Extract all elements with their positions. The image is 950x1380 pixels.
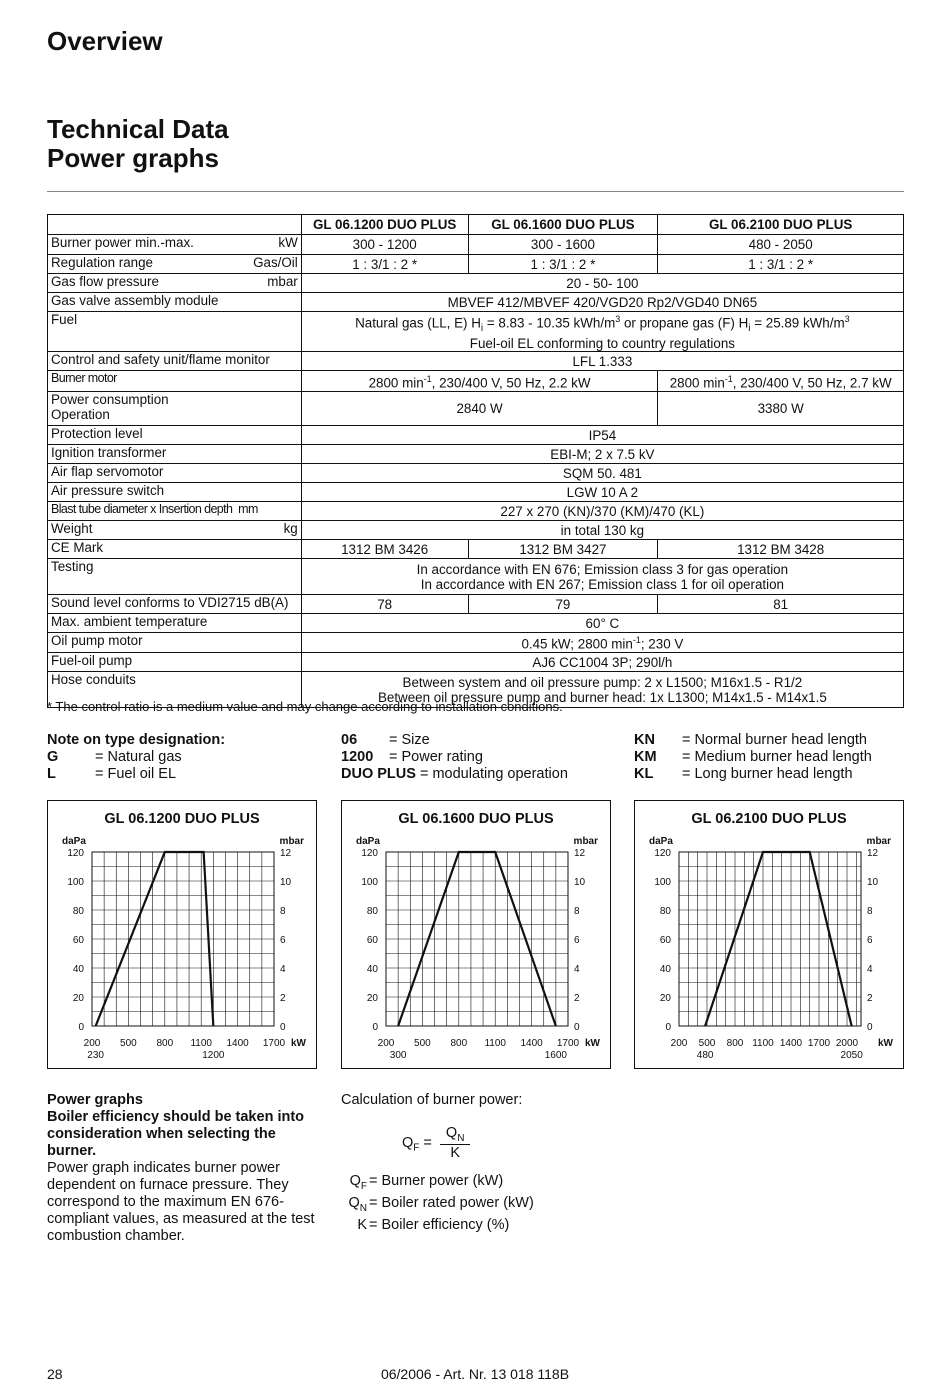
y-tick-label-right: 12 — [280, 848, 292, 859]
table-cell: IP54 — [301, 426, 903, 445]
table-row — [48, 235, 904, 255]
table-cell: 1312 BM 3428 — [658, 540, 904, 559]
x-tick-label: 800 — [156, 1038, 174, 1049]
x-tick-label: 1400 — [520, 1038, 543, 1049]
x-axis-unit: kW — [585, 1038, 600, 1049]
row-label: Hose conduits — [48, 672, 302, 708]
note-item: KN = Normal burner head length — [634, 732, 867, 748]
table-cell: 1312 BM 3427 — [468, 540, 658, 559]
y-tick-label-right: 2 — [574, 993, 580, 1004]
article-number: 06/2006 - Art. Nr. 13 018 118B — [380, 1366, 570, 1380]
y-axis-right-unit: mbar — [866, 836, 891, 847]
x-tick-label: 200 — [83, 1038, 101, 1049]
row-label: Gas valve assembly module — [48, 293, 302, 312]
y-tick-label-left: 80 — [659, 906, 671, 917]
x-marked-label: 300 — [389, 1050, 407, 1061]
table-cell: LGW 10 A 2 — [301, 483, 903, 502]
table-cell: 2800 $\min^{-1}$, 230/400 V, 50 Hz, 2.2 kW — [301, 371, 658, 392]
table-corner-cell — [48, 215, 302, 235]
row-label: Sound level conforms to VDI2715 dB(A) — [48, 595, 302, 614]
y-tick-label-right: 4 — [574, 964, 580, 975]
power-graph-1600 — [341, 800, 611, 1069]
y-tick-label-right: 2 — [280, 993, 286, 1004]
y-tick-label-left: 20 — [72, 993, 84, 1004]
row-label: Control and safety unit/flame monitor — [48, 352, 302, 371]
y-tick-label-left: 60 — [72, 935, 84, 946]
row-label: Burner power min.-max. kW — [48, 235, 302, 255]
divider — [47, 191, 904, 192]
row-label: Fuel — [48, 312, 302, 352]
y-tick-label-left: 100 — [361, 877, 378, 888]
y-tick-label-left: 20 — [659, 993, 671, 1004]
x-marked-label: 230 — [87, 1050, 104, 1061]
y-tick-label-left: 60 — [659, 935, 671, 946]
y-tick-label-right: 10 — [280, 877, 292, 888]
y-axis-left-unit: daPa — [356, 836, 380, 847]
table-cell: 227 x 270 (KN)/370 (KM)/470 (KL) — [301, 502, 903, 521]
table-cell: 81 — [658, 595, 904, 614]
row-label: Protection level — [48, 426, 302, 445]
note-item: KL = Long burner head length — [634, 766, 853, 782]
table-row — [48, 540, 904, 559]
row-label: Burner motor — [48, 371, 302, 392]
table-row — [48, 445, 904, 464]
row-label: CE Mark — [48, 540, 302, 559]
y-tick-label-right: 0 — [574, 1022, 580, 1033]
row-label: Gas flow pressure mbar — [48, 274, 302, 293]
table-cell: 3380 W — [658, 392, 904, 426]
y-tick-label-left: 120 — [654, 848, 671, 859]
y-tick-label-left: 0 — [372, 1022, 378, 1033]
y-tick-label-right: 10 — [867, 877, 879, 888]
y-tick-label-left: 120 — [361, 848, 378, 859]
column-header: GL 06.1600 DUO PLUS — [468, 215, 658, 235]
table-cell: Between system and oil pressure pump: 2 x L1500; M16x1.5 - R1/2 Between oil pressure pump and burner head: 1x L1300; M14x1.5 - M14x1.5 — [301, 672, 903, 708]
x-tick-label: 1700 — [556, 1038, 580, 1049]
table-row — [48, 483, 904, 502]
y-tick-label-right: 8 — [574, 906, 580, 917]
table-cell: 1 : 3/1 : 2 * — [468, 255, 658, 274]
y-tick-label-left: 0 — [78, 1022, 84, 1033]
table-row — [48, 352, 904, 371]
y-tick-label-left: 40 — [366, 964, 378, 975]
table-cell: 0.45 kW; 2800 $\min^{-1}$; 230 V — [301, 633, 903, 653]
formula-fraction: $\frac{Q_N}{K}$ — [440, 1125, 471, 1161]
table-cell: 20 - 50- 100 — [301, 274, 903, 293]
fuel-line-1: Natural gas (LL, E) $H_i = 8.83 - 10.35$ kWh/$m^3$ or propane gas (F) $H_i = 25.89$ kWh/$m^3$ — [355, 314, 850, 335]
table-cell: 2840 W — [301, 392, 658, 426]
table-row — [48, 426, 904, 445]
table-cell: 78 — [301, 595, 468, 614]
table-cell — [301, 312, 903, 352]
description-heading: Power graphs — [47, 1092, 143, 1108]
table-row — [48, 464, 904, 483]
x-tick-label: 200 — [377, 1038, 395, 1049]
column-header: GL 06.1200 DUO PLUS — [301, 215, 468, 235]
x-tick-label: 1100 — [484, 1038, 506, 1049]
power-graph-2100 — [634, 800, 904, 1069]
x-tick-label: 800 — [726, 1038, 744, 1049]
table-cell: LFL 1.333 — [301, 352, 903, 371]
row-label: Air pressure switch — [48, 483, 302, 502]
definition-row: K = Boiler efficiency (%) — [357, 1216, 510, 1233]
power-graph-svg — [48, 801, 318, 1070]
row-label: Blast tube diameter x Insertion depth mm — [48, 502, 302, 521]
y-tick-label-right: 2 — [867, 993, 873, 1004]
page-number: 28 — [47, 1366, 63, 1380]
x-axis-unit: kW — [878, 1038, 893, 1049]
x-tick-label: 500 — [120, 1038, 137, 1049]
power-graph-svg — [342, 801, 612, 1070]
type-designation-notes-2 — [341, 732, 621, 783]
y-axis-left-unit: daPa — [649, 836, 673, 847]
column-header: GL 06.2100 DUO PLUS — [658, 215, 904, 235]
y-tick-label-left: 80 — [366, 906, 378, 917]
y-tick-label-right: 4 — [867, 964, 873, 975]
x-marked-label: 480 — [696, 1050, 714, 1061]
table-row — [48, 595, 904, 614]
title-line-2: Power graphs — [47, 143, 219, 173]
calculation-title: Calculation of burner power: — [341, 1092, 523, 1108]
section-title — [47, 115, 229, 173]
table-row — [48, 521, 904, 540]
y-tick-label-right: 6 — [574, 935, 580, 946]
note-item: 1200 = Power rating — [341, 749, 483, 765]
definition-row: $Q_F$ = Burner power (kW) — [349, 1173, 504, 1192]
x-tick-label: 800 — [450, 1038, 468, 1049]
note-item: 06 = Size — [341, 732, 430, 748]
table-row — [48, 502, 904, 521]
row-label: Max. ambient temperature — [48, 614, 302, 633]
y-tick-label-right: 0 — [867, 1022, 873, 1033]
description-emphasis: Boiler efficiency should be taken into consideration when selecting the burner. — [47, 1109, 305, 1159]
row-label: Testing — [48, 559, 302, 595]
x-tick-label: 500 — [414, 1038, 431, 1049]
x-marked-label: 2050 — [840, 1050, 863, 1061]
power-graph-1200 — [47, 800, 317, 1069]
y-tick-label-right: 6 — [867, 935, 873, 946]
y-axis-left-unit: daPa — [62, 836, 86, 847]
y-tick-label-left: 40 — [72, 964, 84, 975]
table-row — [48, 293, 904, 312]
table-cell: 1 : 3/1 : 2 * — [658, 255, 904, 274]
table-row — [48, 392, 904, 426]
y-tick-label-left: 100 — [654, 877, 671, 888]
table-header-row — [48, 215, 904, 235]
technical-data-table — [47, 214, 904, 708]
table-cell: 480 - 2050 — [658, 235, 904, 255]
table-cell: 79 — [468, 595, 658, 614]
table-cell: AJ6 CC1004 3P; 290l/h — [301, 653, 903, 672]
x-tick-label: 1100 — [190, 1038, 212, 1049]
table-cell: EBI-M; 2 x 7.5 kV — [301, 445, 903, 464]
y-tick-label-left: 100 — [67, 877, 84, 888]
row-label: Power consumption Operation — [48, 392, 302, 426]
table-cell: SQM 50. 481 — [301, 464, 903, 483]
formula-definitions — [341, 1173, 534, 1234]
y-tick-label-right: 12 — [574, 848, 586, 859]
x-tick-label: 1400 — [226, 1038, 249, 1049]
row-label: Air flap servomotor — [48, 464, 302, 483]
row-label: Fuel-oil pump — [48, 653, 302, 672]
x-tick-label: 500 — [698, 1038, 716, 1049]
y-tick-label-right: 6 — [280, 935, 286, 946]
x-tick-label: 1100 — [752, 1038, 774, 1049]
table-row — [48, 633, 904, 653]
power-graphs-description — [47, 1092, 317, 1245]
table-cell: MBVEF 412/MBVEF 420/VGD20 Rp2/VGD40 DN65 — [301, 293, 903, 312]
note-item: L = Fuel oil EL — [47, 766, 177, 782]
y-axis-right-unit: mbar — [279, 836, 304, 847]
table-footnote: * The control ratio is a medium value and may change according to installation conditions. — [47, 699, 563, 714]
y-tick-label-right: 12 — [867, 848, 879, 859]
graph-title: GL 06.1600 DUO PLUS — [398, 811, 554, 827]
x-axis-unit: kW — [291, 1038, 306, 1049]
y-tick-label-left: 20 — [366, 993, 378, 1004]
y-tick-label-right: 4 — [280, 964, 286, 975]
title-line-1: Technical Data — [47, 114, 229, 144]
note-item: KM = Medium burner head length — [634, 749, 872, 765]
row-label: Ignition transformer — [48, 445, 302, 464]
table-cell: 1 : 3/1 : 2 * — [301, 255, 468, 274]
fuel-line-2: Fuel-oil EL conforming to country regulations — [469, 336, 735, 352]
table-cell: 60° C — [301, 614, 903, 633]
type-designation-notes — [47, 732, 327, 783]
table-row — [48, 255, 904, 274]
x-tick-label: 2000 — [835, 1038, 859, 1049]
table-row — [48, 559, 904, 595]
note-item: G = Natural gas — [47, 749, 182, 765]
y-axis-right-unit: mbar — [573, 836, 598, 847]
row-label: Oil pump motor — [48, 633, 302, 653]
table-cell: in total 130 kg — [301, 521, 903, 540]
power-graph-svg — [635, 801, 905, 1070]
table-cell: In accordance with EN 676; Emission class 3 for gas operation In accordance with EN 267; Emission class 1 for oil operation — [301, 559, 903, 595]
x-marked-label: 1600 — [544, 1050, 567, 1061]
y-tick-label-right: 0 — [280, 1022, 286, 1033]
table-cell: 300 - 1200 — [301, 235, 468, 255]
table-row — [48, 371, 904, 392]
x-marked-label: 1200 — [202, 1050, 225, 1061]
graph-title: GL 06.1200 DUO PLUS — [104, 811, 260, 827]
y-tick-label-right: 8 — [867, 906, 873, 917]
table-row — [48, 274, 904, 293]
table-row — [48, 614, 904, 633]
y-tick-label-right: 10 — [574, 877, 586, 888]
y-tick-label-left: 60 — [366, 935, 378, 946]
table-row — [48, 312, 904, 352]
page-heading-overview: Overview — [47, 26, 163, 56]
table-cell: 2800 $\min^{-1}$, 230/400 V, 50 Hz, 2.7 kW — [658, 371, 904, 392]
x-tick-label: 1700 — [807, 1038, 831, 1049]
y-tick-label-left: 80 — [72, 906, 84, 917]
graph-title: GL 06.2100 DUO PLUS — [691, 811, 847, 827]
x-tick-label: 1400 — [779, 1038, 803, 1049]
note-item: DUO PLUS = modulating operation — [341, 766, 568, 782]
y-tick-label-right: 8 — [280, 906, 286, 917]
y-tick-label-left: 0 — [665, 1022, 671, 1033]
burner-power-formula: $Q_F$ = $\frac{Q_N}{K}$ — [402, 1125, 470, 1161]
definition-row: $Q_N$ = Boiler rated power (kW) — [348, 1194, 534, 1214]
type-designation-notes-3 — [634, 732, 924, 783]
table-cell: 1312 BM 3426 — [301, 540, 468, 559]
table-cell: 300 - 1600 — [468, 235, 658, 255]
y-tick-label-left: 40 — [659, 964, 671, 975]
x-tick-label: 1700 — [262, 1038, 286, 1049]
notes-title: Note on type designation: — [47, 732, 226, 748]
x-tick-label: 200 — [670, 1038, 688, 1049]
row-label: Regulation range Gas/Oil — [48, 255, 302, 274]
row-label: Weight kg — [48, 521, 302, 540]
y-tick-label-left: 120 — [67, 848, 84, 859]
table-row — [48, 653, 904, 672]
description-text: Power graph indicates burner power dependent on furnace pressure. They correspond to the maximum EN 676-compliant values, as measured at the test combustion chamber. — [47, 1160, 315, 1244]
